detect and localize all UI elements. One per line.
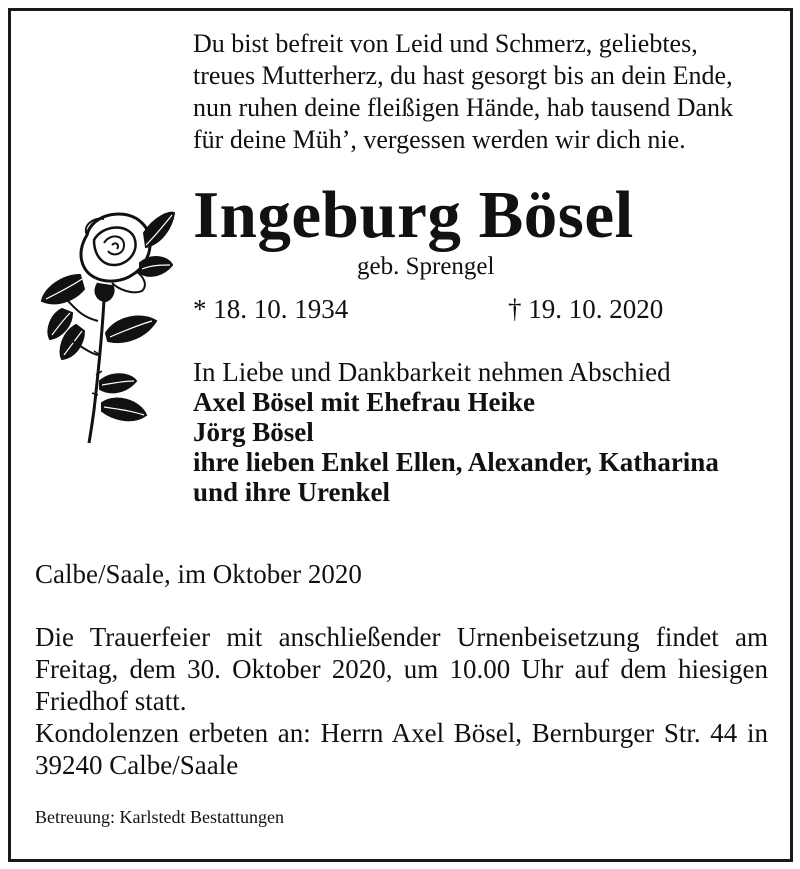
mourner-line: und ihre Urenkel xyxy=(193,477,391,507)
funeral-line: Freitag, dem 30. Oktober 2020, um 10.00 Uhr auf dem hiesigen xyxy=(35,654,768,684)
death-date: † 19. 10. 2020 xyxy=(508,294,664,324)
funeral-home-credit: Betreuung: Karlstedt Bestattungen xyxy=(35,807,284,827)
deceased-name: Ingeburg Bösel xyxy=(193,178,634,252)
funeral-info xyxy=(35,621,768,781)
mourners-block xyxy=(193,357,719,507)
mourners-intro: In Liebe und Dankbarkeit nehmen Abschied xyxy=(193,357,671,387)
birth-date: * 18. 10. 1934 xyxy=(193,294,349,324)
poem-line: für deine Müh’, vergessen werden wir dich nie. xyxy=(193,125,686,154)
funeral-line: Die Trauerfeier mit anschließender Urnenbeisetzung findet am xyxy=(35,622,768,652)
mourner-line: Jörg Bösel xyxy=(193,417,314,447)
funeral-line: 39240 Calbe/Saale xyxy=(35,750,239,780)
mourner-line: ihre lieben Enkel Ellen, Alexander, Katharina xyxy=(193,447,719,477)
rose-icon xyxy=(32,205,177,445)
funeral-line: Friedhof statt. xyxy=(35,686,187,716)
memorial-poem xyxy=(193,28,733,156)
mourner-line: Axel Bösel mit Ehefrau Heike xyxy=(193,387,535,417)
poem-line: treues Mutterherz, du hast gesorgt bis an dein Ende, xyxy=(193,61,733,90)
poem-line: Du bist befreit von Leid und Schmerz, geliebtes, xyxy=(193,29,698,58)
funeral-line: Kondolenzen erbeten an: Herrn Axel Bösel, Bernburger Str. 44 in xyxy=(35,718,768,748)
place-date: Calbe/Saale, im Oktober 2020 xyxy=(35,559,362,589)
poem-line: nun ruhen deine fleißigen Hände, hab tausend Dank xyxy=(193,93,734,122)
maiden-name: geb. Sprengel xyxy=(357,253,495,280)
